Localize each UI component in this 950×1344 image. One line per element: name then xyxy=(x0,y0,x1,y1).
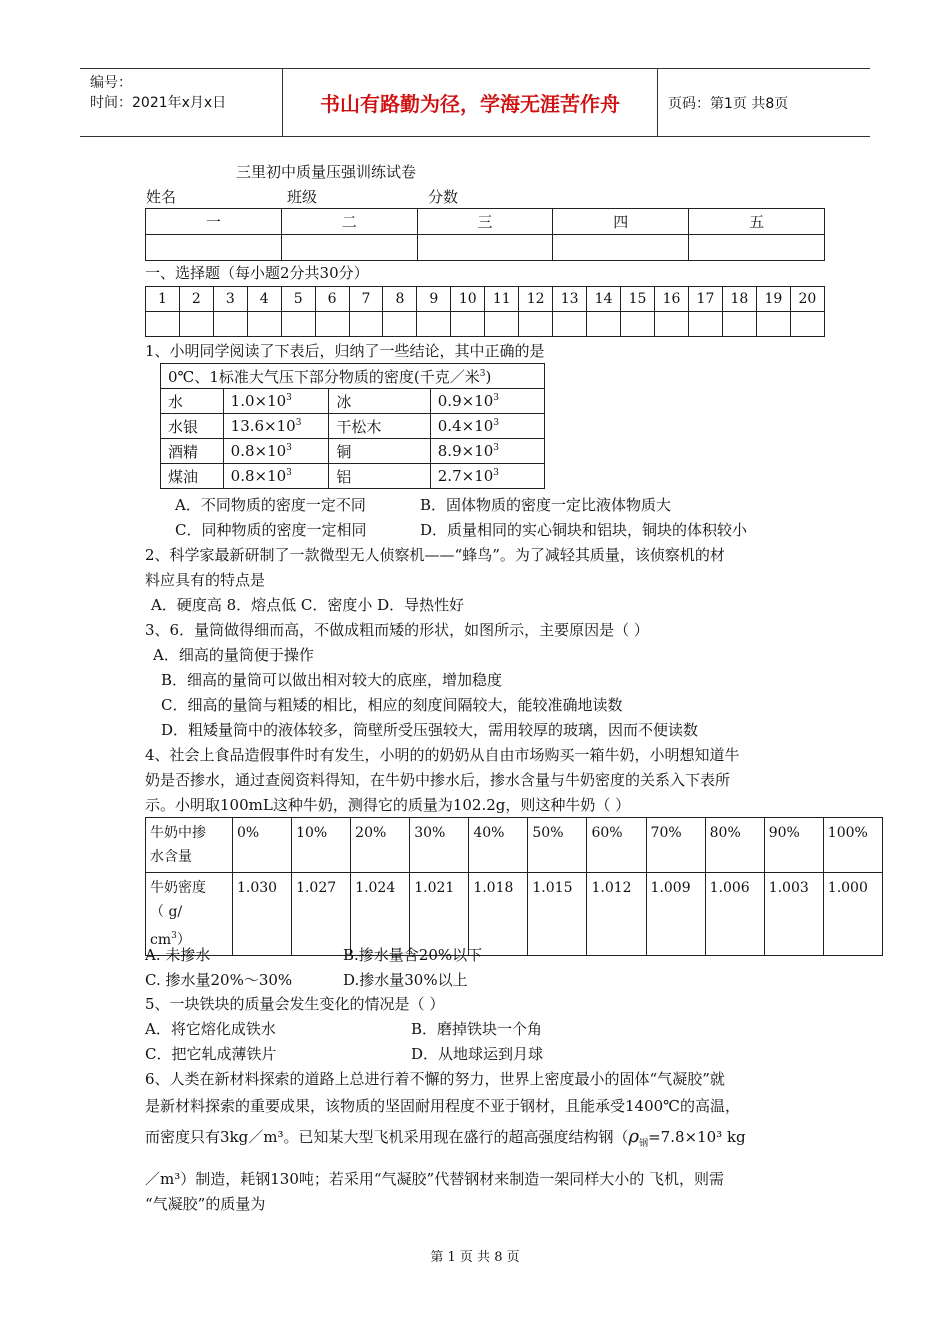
milk-density: 1.021 xyxy=(410,873,469,956)
density-value: $2.7\times 10^3$ xyxy=(430,464,544,489)
substance-name: 煤油 xyxy=(161,464,224,489)
score-cell[interactable] xyxy=(553,235,689,261)
answer-cell[interactable] xyxy=(485,312,519,337)
substance-name: 水银 xyxy=(161,414,224,439)
answer-number: 2 xyxy=(179,287,213,312)
q3-option-d: D．粗矮量筒中的液体较多，筒壁所受压强较大，需用较厚的玻璃，因而不便读数 xyxy=(161,721,699,739)
answer-cell[interactable] xyxy=(383,312,417,337)
substance-name: 铜 xyxy=(329,439,430,464)
score-header: 四 xyxy=(553,209,689,235)
class-label: 班级 xyxy=(287,188,318,206)
answer-number: 15 xyxy=(621,287,655,312)
water-percent: 100% xyxy=(823,818,882,873)
page-header xyxy=(80,68,870,137)
substance-name: 冰 xyxy=(329,389,430,414)
milk-density: 1.030 xyxy=(233,873,292,956)
density-value: $13.6\times 10^3$ xyxy=(223,414,329,439)
answer-cell[interactable] xyxy=(315,312,349,337)
water-percent: 30% xyxy=(410,818,469,873)
score-header: 三 xyxy=(417,209,553,235)
name-label: 姓名 xyxy=(146,188,177,206)
q3-option-b: B．细高的量筒可以做出相对较大的底座，增加稳度 xyxy=(161,671,503,689)
answer-number: 1 xyxy=(146,287,180,312)
date-label: 时间：2021年x月x日 xyxy=(90,95,227,111)
score-table xyxy=(145,208,825,261)
score-label: 分数 xyxy=(428,188,459,206)
answer-number: 13 xyxy=(553,287,587,312)
water-percent: 80% xyxy=(705,818,764,873)
page-footer: 第 1 页 共 8 页 xyxy=(430,1250,520,1265)
answer-cell[interactable] xyxy=(587,312,621,337)
answer-cell[interactable] xyxy=(213,312,247,337)
density-value: $0.9\times 10^3$ xyxy=(430,389,544,414)
substance-name: 铝 xyxy=(329,464,430,489)
answer-number: 9 xyxy=(417,287,451,312)
milk-density: 1.006 xyxy=(705,873,764,956)
q4-option-b: B.掺水量含20%以下 xyxy=(343,946,483,964)
water-percent: 50% xyxy=(528,818,587,873)
answer-number: 14 xyxy=(587,287,621,312)
q2-options: A．硬度高 8．熔点低 C．密度小 D．导热性好 xyxy=(151,596,465,614)
q4-line: 示。小明取100mL这种牛奶，测得它的质量为102.2g，则这种牛奶（ ） xyxy=(145,796,631,814)
milk-density: 1.018 xyxy=(469,873,528,956)
q2-line: 2、科学家最新研制了一款微型无人侦察机——“蜂鸟”。为了减轻其质量，该侦察机的材 xyxy=(145,546,725,564)
q6-line: 是新材料探索的重要成果，该物质的坚固耐用程度不亚于钢材，且能承受1400℃的高温， xyxy=(145,1097,740,1115)
density-value: $0.4\times 10^3$ xyxy=(430,414,544,439)
q2-q3-block xyxy=(145,543,740,818)
milk-density: 1.009 xyxy=(646,873,705,956)
density-table-caption: 0℃、1标准大气压下部分物质的密度(千克／米$^3$) xyxy=(161,364,545,389)
milk-table xyxy=(145,817,883,956)
serial-label: 编号： xyxy=(90,75,132,91)
answer-number: 20 xyxy=(790,287,824,312)
milk-density: 1.015 xyxy=(528,873,587,956)
q6-line: “气凝胶”的质量为 xyxy=(145,1195,266,1213)
q5-option-b: B．磨掉铁块一个角 xyxy=(411,1020,543,1038)
answer-cell[interactable] xyxy=(349,312,383,337)
q5-option-a: A．将它熔化成铁水 xyxy=(145,1020,276,1038)
q3-stem: 3、6．量筒做得细而高，不做成粗而矮的形状，如图所示，主要原因是（ ） xyxy=(145,621,649,639)
milk-density: 1.027 xyxy=(292,873,351,956)
q5-option-c: C．把它轧成薄铁片 xyxy=(145,1045,277,1063)
answer-number: 6 xyxy=(315,287,349,312)
answer-number: 12 xyxy=(519,287,553,312)
answer-number: 16 xyxy=(655,287,689,312)
answer-number: 4 xyxy=(247,287,281,312)
q3-option-a: A．细高的量筒便于操作 xyxy=(153,646,314,664)
density-value: $1.0\times 10^3$ xyxy=(223,389,329,414)
substance-name: 水 xyxy=(161,389,224,414)
q1-stem: 1、小明同学阅读了下表后，归纳了一些结论，其中正确的是 xyxy=(145,342,545,360)
answer-cell[interactable] xyxy=(281,312,315,337)
q5-stem: 5、一块铁块的质量会发生变化的情况是（ ） xyxy=(145,995,445,1013)
density-row xyxy=(161,439,545,464)
answer-number: 11 xyxy=(485,287,519,312)
q1-option-b: B．固体物质的密度一定比液体物质大 xyxy=(420,496,672,514)
answer-number: 18 xyxy=(722,287,756,312)
score-header: 五 xyxy=(689,209,825,235)
q3-option-c: C．细高的量筒与粗矮的相比，相应的刻度间隔较大，能较准确地读数 xyxy=(161,696,623,714)
q2-line: 料应具有的特点是 xyxy=(145,571,266,589)
q4-option-a: A. 未掺水 xyxy=(145,946,211,964)
water-percent: 40% xyxy=(469,818,528,873)
water-percent: 0% xyxy=(233,818,292,873)
milk-density: 1.012 xyxy=(587,873,646,956)
density-table xyxy=(160,363,545,489)
answer-number: 3 xyxy=(213,287,247,312)
answer-cell[interactable] xyxy=(146,312,180,337)
header-meta xyxy=(80,69,282,136)
density-row xyxy=(161,464,545,489)
answer-cell[interactable] xyxy=(722,312,756,337)
milk-density: 1.024 xyxy=(351,873,410,956)
density-value: $0.8\times 10^3$ xyxy=(223,439,329,464)
substance-name: 干松木 xyxy=(329,414,430,439)
q4-option-c: C. 掺水量20%～30% xyxy=(145,971,293,989)
exam-title: 三里初中质量压强训练试卷 xyxy=(236,163,417,181)
answer-cell[interactable] xyxy=(553,312,587,337)
density-row xyxy=(161,414,545,439)
substance-name: 酒精 xyxy=(161,439,224,464)
answer-cell[interactable] xyxy=(655,312,689,337)
q1-option-c: C．同种物质的密度一定相同 xyxy=(175,521,367,539)
milk-row2-head: 牛奶密度 （ g/ $cm^3$） xyxy=(146,873,233,956)
answer-cell[interactable] xyxy=(417,312,451,337)
q1-option-a: A．不同物质的密度一定不同 xyxy=(175,496,366,514)
water-percent: 70% xyxy=(646,818,705,873)
density-value: $8.9\times 10^3$ xyxy=(430,439,544,464)
answer-cell[interactable] xyxy=(756,312,790,337)
answer-cell[interactable] xyxy=(247,312,281,337)
q4-line: 奶是否掺水，通过查阅资料得知，在牛奶中掺水后，掺水含量与牛奶密度的关系入下表所 xyxy=(145,771,731,789)
score-cell[interactable] xyxy=(689,235,825,261)
answer-number: 19 xyxy=(756,287,790,312)
q6-line: 6、人类在新材料探索的道路上总进行着不懈的努力，世界上密度最小的固体“气凝胶”就 xyxy=(145,1070,725,1088)
density-value: $0.8\times 10^3$ xyxy=(223,464,329,489)
answer-number: 10 xyxy=(451,287,485,312)
answer-number: 8 xyxy=(383,287,417,312)
answer-number: 5 xyxy=(281,287,315,312)
rho-symbol: ρ xyxy=(628,1126,640,1147)
q4-line: 4、社会上食品造假事件时有发生，小明的的奶奶从自由市场购买一箱牛奶，小明想知道牛 xyxy=(145,746,740,764)
q6-line: ／m³）制造，耗钢130吨；若采用“气凝胶”代替钢材来制造一架同样大小的 飞机，则需 xyxy=(145,1170,724,1188)
score-cell[interactable] xyxy=(146,235,282,261)
density-row xyxy=(161,389,545,414)
answer-cell[interactable] xyxy=(451,312,485,337)
section1-heading: 一、选择题（每小题2分共30分） xyxy=(145,264,369,282)
q4-option-d: D.掺水量30%以上 xyxy=(343,971,468,989)
water-percent: 60% xyxy=(587,818,646,873)
header-motto: 书山有路勤为径，学海无涯苦作舟 xyxy=(282,69,658,136)
score-cell[interactable] xyxy=(417,235,553,261)
milk-row1-head: 牛奶中掺 水含量 xyxy=(146,818,233,873)
answer-cell[interactable] xyxy=(790,312,824,337)
answer-cell[interactable] xyxy=(688,312,722,337)
milk-density: 1.000 xyxy=(823,873,882,956)
answer-number: 7 xyxy=(349,287,383,312)
water-percent: 90% xyxy=(764,818,823,873)
water-percent: 20% xyxy=(351,818,410,873)
answer-number: 17 xyxy=(688,287,722,312)
answer-cell[interactable] xyxy=(519,312,553,337)
answer-cell[interactable] xyxy=(179,312,213,337)
score-header: 一 xyxy=(146,209,282,235)
score-cell[interactable] xyxy=(281,235,417,261)
answer-grid xyxy=(145,286,825,337)
milk-density: 1.003 xyxy=(764,873,823,956)
water-percent: 10% xyxy=(292,818,351,873)
q6-line3: 而密度只有3kg／m³。已知某大型飞机采用现在盛行的超高强度结构钢（$\rho_钢=7.8\times 10^3$ kg xyxy=(145,1126,746,1149)
q5-option-d: D．从地球运到月球 xyxy=(411,1045,544,1063)
score-header: 二 xyxy=(281,209,417,235)
q1-option-d: D．质量相同的实心铜块和铝块，铜块的体积较小 xyxy=(420,521,748,539)
header-page-label: 页码：第1页 共8页 xyxy=(668,95,789,112)
answer-cell[interactable] xyxy=(621,312,655,337)
